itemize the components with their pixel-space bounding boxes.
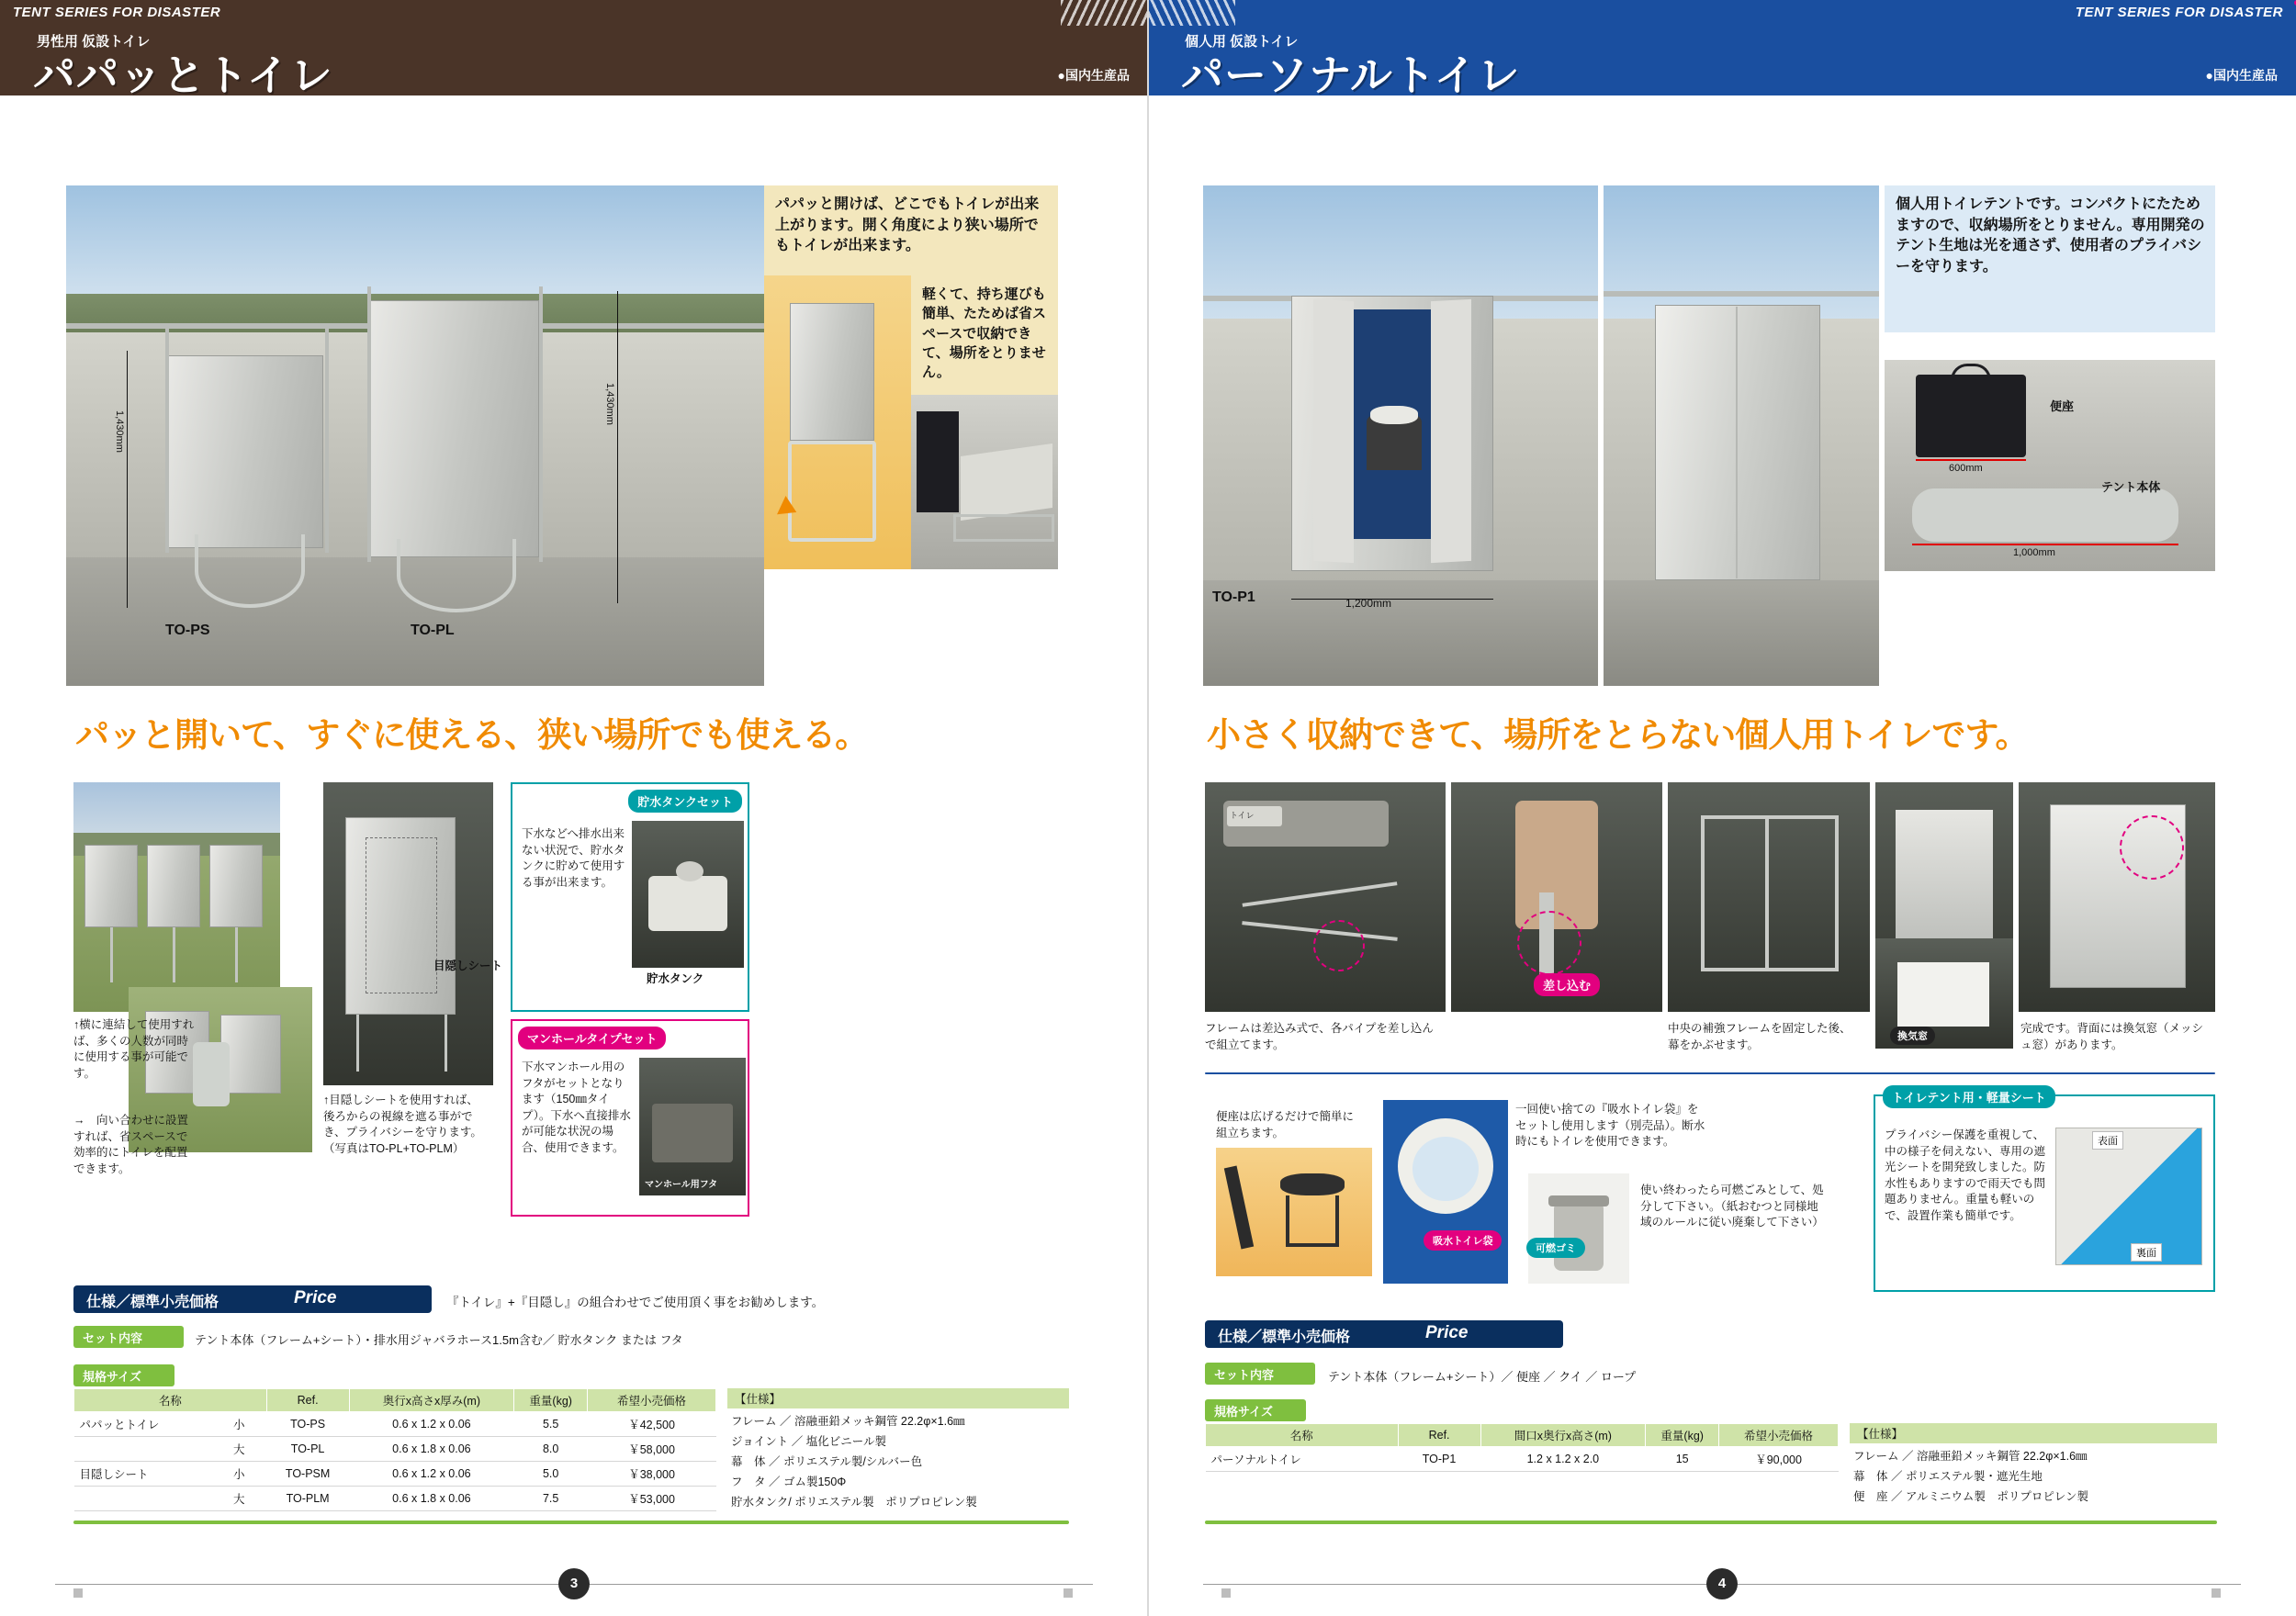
left-row1-weight: 8.0 xyxy=(514,1437,588,1462)
left-row2-ref: TO-PSM xyxy=(266,1462,349,1487)
right-seat-photo xyxy=(1216,1148,1372,1276)
left-caption-1: ↑横に連結して使用すれば、多くの人数が同時に使用する事が可能です。 xyxy=(73,1018,195,1080)
left-hero-callout-box-2 xyxy=(911,275,1058,395)
left-spec-bar-label: 仕様／標準小売価格 xyxy=(86,1295,219,1310)
left-photo-connected xyxy=(73,782,280,1012)
right-step-photo-3 xyxy=(1668,782,1870,1012)
right-made-in-japan-badge: ●国内生産品 xyxy=(2205,68,2278,83)
right-table-title-bar xyxy=(1205,1399,1306,1421)
right-bag-seat-label: 便座 xyxy=(2050,399,2075,413)
left-col-name: 名称 xyxy=(74,1389,267,1412)
right-green-rule xyxy=(1205,1521,2217,1524)
right-hero-photo-open xyxy=(1203,185,1598,686)
left-row3-size: 大 xyxy=(211,1487,266,1511)
left-sheet-label: 目隠しシート xyxy=(433,960,503,972)
right-col-name: 名称 xyxy=(1206,1424,1399,1447)
right-spec-side-title: 【仕様】 xyxy=(1850,1423,2217,1443)
left-row1-price: ￥58,000 xyxy=(588,1437,716,1462)
left-row3-weight: 7.5 xyxy=(514,1487,588,1511)
left-caption-2: → 向い合わせに設置すれば、省スペースで効率的にトイレを配置できます。 xyxy=(73,1114,189,1175)
left-hero-label-pl: TO-PL xyxy=(411,623,455,638)
left-row0-ref: TO-PS xyxy=(266,1412,349,1437)
left-hero-callout-text-2: 軽くて、持ち運びも簡単、たためば省スペースで収納できて、場所をとりません。 xyxy=(922,286,1047,381)
right-spec-side-line-0: フレーム ／ 溶融亜鉛メッキ鋼管 22.2φ×1.6㎜ xyxy=(1853,1450,2088,1463)
left-spec-table xyxy=(73,1388,716,1511)
right-sheet-back-label: 裏面 xyxy=(2131,1243,2162,1262)
left-spec-side-title: 【仕様】 xyxy=(727,1388,1069,1408)
right-trash-photo xyxy=(1528,1173,1629,1284)
left-headline: パッと開いて、すぐに使える、狭い場所でも使える。 xyxy=(75,716,869,754)
left-hero-label-ps: TO-PS xyxy=(165,623,210,638)
table-row xyxy=(74,1487,716,1511)
right-hero-photo-closed xyxy=(1604,185,1879,686)
left-spec-side-line-2: 幕 体 ／ ポリエステル製/シルバー色 xyxy=(731,1454,923,1468)
left-row3-ref: TO-PLM xyxy=(266,1487,349,1511)
left-row2-name: 目隠しシート xyxy=(74,1462,212,1487)
left-row0-price: ￥42,500 xyxy=(588,1412,716,1437)
left-hero-callout-text: パパッと開けば、どこでもトイレが出来上がります。開く角度により狭い場所でもトイレが出来ます。 xyxy=(775,196,1040,254)
right-spec-header-row xyxy=(1206,1424,1839,1447)
right-col-price: 希望小売価格 xyxy=(1719,1424,1839,1447)
right-hero-label-p1: TO-P1 xyxy=(1212,589,1255,605)
left-photo-sheet xyxy=(323,782,493,1085)
right-page xyxy=(1148,0,2296,1616)
left-topbar xyxy=(0,0,1148,26)
right-step-text-1: フレームは差込み式で、各パイプを差し込んで組立てます。 xyxy=(1205,1022,1434,1051)
right-hero-dim-width: 1,200mm xyxy=(1345,597,1392,610)
left-row1-dim: 0.6 x 1.8 x 0.06 xyxy=(349,1437,514,1462)
right-set-label: セット内容 xyxy=(1214,1368,1275,1382)
left-spec-bar xyxy=(73,1285,432,1313)
left-table-title: 規格サイズ xyxy=(83,1370,141,1384)
right-step-text-3: 中央の補強フレームを固定した後、幕をかぶせます。 xyxy=(1668,1022,1851,1051)
left-manhole-photo-label: マンホール用フタ xyxy=(645,1180,718,1190)
left-hero-dim-left: 1,430mm xyxy=(114,410,125,453)
right-vent-tag: 換気窓 xyxy=(1890,1027,1935,1045)
left-spec-note: 『トイレ』+『目隠し』の組合わせでご使用頂く事をお勧めします。 xyxy=(446,1296,825,1309)
left-page-number: 3 xyxy=(558,1568,590,1599)
left-hero-carry-photo xyxy=(911,395,1058,569)
right-hero-callout-box xyxy=(1885,185,2215,332)
right-col-ref: Ref. xyxy=(1398,1424,1480,1447)
left-manhole-text: 下水マンホール用のフタがセットとなります（150㎜タイプ）。下水へ直接排水が可能な状況の場合、使用できます。 xyxy=(522,1060,631,1154)
left-row1-size: 大 xyxy=(211,1437,266,1462)
right-blue-rule xyxy=(1205,1072,2215,1074)
left-topbar-text: TENT SERIES FOR DISASTER xyxy=(13,5,221,20)
left-spec-side-lines xyxy=(731,1412,1071,1512)
right-bottom-text-1: 便座は広げるだけで簡単に組立ちます。 xyxy=(1216,1110,1355,1139)
left-hero-folded-photo xyxy=(764,275,911,569)
table-row xyxy=(74,1437,716,1462)
left-tank-text: 下水などへ排水出来ない状況で、貯水タンクに貯めて使用する事が出来ます。 xyxy=(522,827,625,889)
left-row3-name xyxy=(74,1487,212,1511)
right-sheet-title: トイレテント用・軽量シート xyxy=(1883,1085,2055,1108)
right-col-weight: 重量(kg) xyxy=(1646,1424,1719,1447)
left-row2-weight: 5.0 xyxy=(514,1462,588,1487)
left-spec-side-line-3: フ タ ／ ゴム製150Φ xyxy=(731,1475,847,1488)
right-spec-bar-label: 仕様／標準小売価格 xyxy=(1218,1330,1351,1345)
right-spec-bar xyxy=(1205,1320,1563,1348)
left-spec-header-row xyxy=(74,1389,716,1412)
right-bottom-text-3: 使い終わったら可燃ごみとして、処分して下さい。（紙おむつと同様地域のルールに従い廃棄して下さい） xyxy=(1640,1184,1824,1229)
left-spec-side-line-0: フレーム ／ 溶融亜鉛メッキ鋼管 22.2φ×1.6㎜ xyxy=(731,1415,965,1428)
right-row0-dim: 1.2 x 1.2 x 2.0 xyxy=(1480,1447,1646,1472)
left-row0-name: パパッとトイレ xyxy=(74,1412,212,1437)
right-row0-price: ￥90,000 xyxy=(1719,1447,1839,1472)
right-topbar-stripes xyxy=(1148,0,1235,26)
left-green-rule xyxy=(73,1521,1069,1524)
right-page-number: 4 xyxy=(1706,1568,1738,1599)
right-headline: 小さく収納できて、場所をとらない個人用トイレです。 xyxy=(1207,716,2029,754)
left-row3-dim: 0.6 x 1.8 x 0.06 xyxy=(349,1487,514,1511)
right-bag-tent-label: テント本体 xyxy=(2101,480,2161,494)
left-col-price: 希望小売価格 xyxy=(588,1389,716,1412)
left-row1-name xyxy=(74,1437,212,1462)
right-step-photo-1: トイレ xyxy=(1205,782,1446,1012)
left-col-ref: Ref. xyxy=(266,1389,349,1412)
left-topbar-stripes xyxy=(1061,0,1148,26)
right-spec-side-lines xyxy=(1853,1447,2217,1508)
left-hero-photo xyxy=(66,185,764,686)
right-bottom-text-2: 一回使い捨ての『吸水トイレ袋』をセットし使用します（別売品）。断水時にもトイレを使用できます。 xyxy=(1515,1103,1705,1148)
left-manhole-panel xyxy=(511,1019,749,1217)
right-spec-side-line-1: 幕 体 ／ ポリエステル製・遮光生地 xyxy=(1853,1469,2043,1483)
right-table-title: 規格サイズ xyxy=(1214,1405,1273,1419)
right-toilet-bag-photo xyxy=(1383,1100,1508,1284)
left-made-in-japan-badge: ●国内生産品 xyxy=(1057,68,1130,83)
right-header-subtitle: 個人用 仮設トイレ xyxy=(1185,34,1299,50)
right-row0-weight: 15 xyxy=(1646,1447,1719,1472)
left-row0-size: 小 xyxy=(211,1412,266,1437)
right-step-text-4: 完成です。背面には換気窓（メッシュ窓）があります。 xyxy=(2020,1022,2204,1051)
left-header xyxy=(0,26,1148,99)
table-row xyxy=(74,1412,716,1437)
left-manhole-title: マンホールタイプセット xyxy=(518,1027,666,1049)
right-hero-bag-photo xyxy=(1885,360,2215,571)
right-sheet-panel xyxy=(1874,1091,2215,1292)
left-caption-3: ↑目隠しシートを使用すれば、後ろからの視線を遮る事ができ、プライバシーを守ります。（写真はTO-PL+TO-PLM） xyxy=(323,1094,482,1155)
right-bag-dim-2: 1,000mm xyxy=(2013,547,2055,558)
left-row3-price: ￥53,000 xyxy=(588,1487,716,1511)
left-hero-callout-box xyxy=(764,185,1058,275)
right-step-photo-5 xyxy=(2019,782,2215,1012)
left-tank-photo xyxy=(632,821,744,968)
right-absorbent-bag-tag: 吸水トイレ袋 xyxy=(1424,1230,1502,1251)
right-step-tag-insert: 差し込む xyxy=(1534,973,1600,996)
left-set-text: テント本体（フレーム+シート）・排水用ジャバラホース1.5m含む／ 貯水タンク または フタ xyxy=(195,1333,683,1347)
right-bag-dim-1: 600mm xyxy=(1949,463,1983,474)
right-col-dim: 間口x奥行x高さ(m) xyxy=(1480,1424,1646,1447)
left-header-subtitle: 男性用 仮設トイレ xyxy=(37,34,151,50)
right-spec-price-word: Price xyxy=(1425,1323,1469,1342)
right-header xyxy=(1148,26,2296,99)
left-tank-title: 貯水タンクセット xyxy=(628,790,742,813)
right-sheet-text: プライバシー保護を重視して、中の様子を伺えない、専用の遮光シートを開発致しました。防水性もありますので雨天でも問題ありません。重量も軽いので、設置作業も簡単です。 xyxy=(1885,1128,2046,1222)
right-topbar-text: TENT SERIES FOR DISASTER xyxy=(2075,5,2283,20)
right-header-title: パーソナルトイレ xyxy=(1181,51,1521,99)
left-manhole-photo xyxy=(639,1058,746,1195)
right-spec-table xyxy=(1205,1423,1839,1472)
right-topbar xyxy=(1148,0,2296,26)
right-spec-side-line-2: 便 座 ／ アルミニウム製 ポリプロピレン製 xyxy=(1853,1489,2089,1503)
table-row xyxy=(1206,1447,1839,1472)
left-row2-size: 小 xyxy=(211,1462,266,1487)
table-row xyxy=(74,1462,716,1487)
left-tank-photo-label: 貯水タンク xyxy=(647,972,704,985)
left-set-bar xyxy=(73,1326,184,1348)
right-trash-tag: 可燃ゴミ xyxy=(1526,1238,1585,1258)
right-row0-ref: TO-P1 xyxy=(1398,1447,1480,1472)
left-spec-side-line-1: ジョイント ／ 塩化ビニール製 xyxy=(731,1434,886,1448)
left-table-title-bar xyxy=(73,1364,174,1386)
left-col-weight: 重量(kg) xyxy=(514,1389,588,1412)
right-row0-name: パーソナルトイレ xyxy=(1206,1447,1399,1472)
left-header-title: パパッとトイレ xyxy=(33,51,333,99)
left-set-label: セット内容 xyxy=(83,1331,143,1345)
right-set-bar xyxy=(1205,1363,1315,1385)
left-spec-price-word: Price xyxy=(294,1288,337,1307)
right-sheet-face-label: 表面 xyxy=(2092,1131,2123,1150)
right-set-text: テント本体（フレーム+シート）／ 便座 ／ クイ ／ ロープ xyxy=(1328,1370,1637,1384)
left-spec-side-line-4: 貯水タンク/ ポリエステル製 ポリプロピレン製 xyxy=(731,1495,977,1509)
left-hero-dim-right: 1,430mm xyxy=(604,383,615,425)
left-row0-weight: 5.5 xyxy=(514,1412,588,1437)
left-col-dim: 奥行x高さx厚み(m) xyxy=(349,1389,514,1412)
left-row1-ref: TO-PL xyxy=(266,1437,349,1462)
left-row2-price: ￥38,000 xyxy=(588,1462,716,1487)
left-row0-dim: 0.6 x 1.2 x 0.06 xyxy=(349,1412,514,1437)
right-hero-callout-text: 個人用トイレテントです。コンパクトにたためますので、収納場所をとりません。専用開発のテント生地は光を通さず、使用者のプライバシーを守ります。 xyxy=(1896,196,2205,275)
left-tank-panel xyxy=(511,782,749,1012)
left-row2-dim: 0.6 x 1.2 x 0.06 xyxy=(349,1462,514,1487)
page-divider xyxy=(1147,0,1149,1616)
